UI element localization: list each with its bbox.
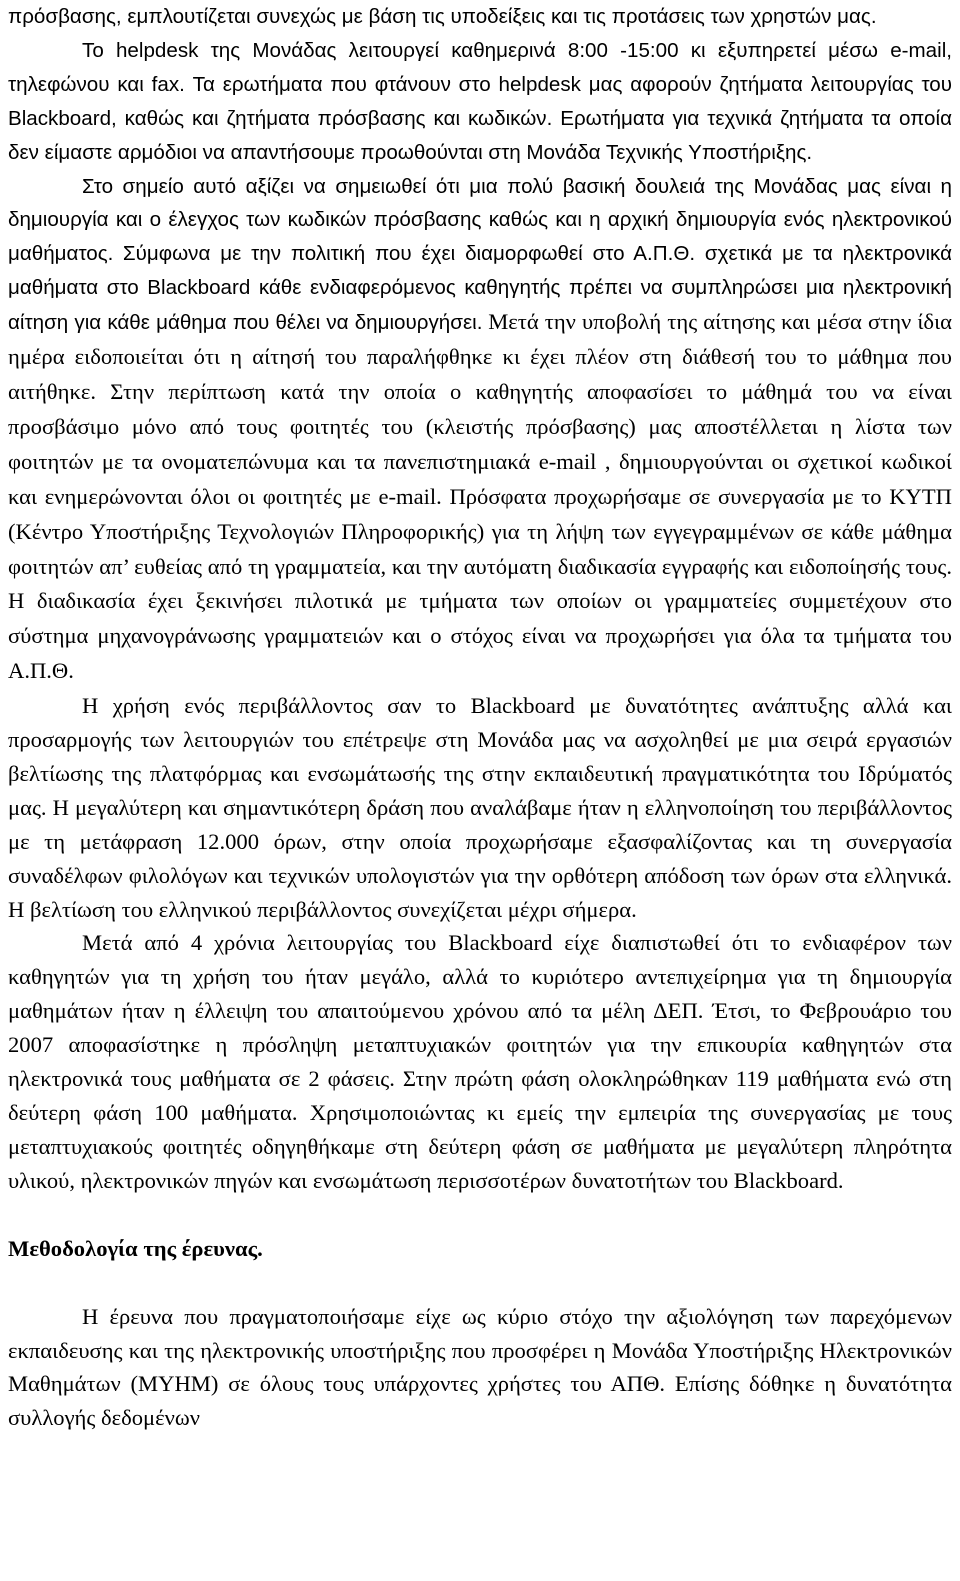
document-page <box>8 0 952 1435</box>
paragraph-accounts-part-3: Μετά την υποβολή της αίτησης και μέσα στην ίδια ημέρα ειδοποιείται ότι η αίτησή του παραλήφθηκε κι έχει πλέον στη διάθεσή του το μάθημα που αιτήθηκε. Στην περίπτωση κατά την οποία ο καθηγητής αποφασίσει το μάθημά του να είναι προσβάσιμο μόνο από τους φοιτητές του (κλειστής πρόσβασης) μας αποστέλλεται η λίστα των φοιτητών με τα ονοματεπώνυμα και τα πανεπιστημιακά e-mail , δημιουργούνται οι σχετικοί κωδικοί και ενημερώνονται όλοι οι φοιτητές με e-mail. Πρόσφατα προχωρήσαμε σε συνεργασία με το ΚΥΤΠ (Κέντρο Υποστήριξης Τεχνολογιών Πληροφορικής) για τη λήψη των εγγεγραμμένων σε κάθε μάθημα φοιτητών απ’ ευθείας από τη γραμματεία, και την αυτόματη διαδικασία εγγραφής και ειδοποίησής τους. Η διαδικασία έχει ξεκινήσει πιλοτικά με τμήματα των οποίων οι γραμματείες συμμετέχουν στο σύστημα μηχανογράνωσης γραμματειών και ο στόχος είναι να προχωρήσει για όλα τα τμήματα του Α.Π.Θ. <box>8 309 952 684</box>
section-spacer <box>8 1266 952 1300</box>
paragraph-accounts-part-1: Στο σημείο αυτό αξίζει να σημειωθεί ότι μια πολύ βασική δουλειά της Μονάδας μας είναι η δημιουργία και ο έλεγχος των κωδικών πρόσβασης καθώς και η αρχική δημιουργία ενός ηλεκτρονικού μαθήματος. <box>8 174 952 266</box>
paragraph-accounts-part-2: Σύμφωνα με την πολιτική που έχει διαμορφωθεί στο Α.Π.Θ. σχετικά με τα ηλεκτρονικά μαθήματα στο Blackboard κάθε ενδιαφερόμενος καθηγητής πρέπει να συμπληρώσει μια ηλεκτρονική αίτηση για κάθε μάθημα που θέλει να δημιουργήσει. <box>8 242 952 335</box>
paragraph-access-intro: πρόσβασης, εμπλουτίζεται συνεχώς με βάση τις υποδείξεις και τις προτάσεις των χρηστών μας. <box>8 5 877 28</box>
paragraph-helpdesk: Το helpdesk της Μονάδας λειτουργεί καθημερινά 8:00 -15:00 κι εξυπηρετεί μέσω e-mail, τηλεφώνου και fax. Τα ερωτήματα που φτάνουν στο helpdesk μας αφορούν ζητήματα λειτουργίας του Blackboard, καθώς και ζητήματα πρόσβασης και κωδικών. Ερωτήματα για τεχνικά ζητήματα τα οποία δεν είμαστε αρμόδιοι να απαντήσουμε προωθούνται στη Μονάδα Τεχνικής Υποστήριξης. <box>8 38 952 164</box>
paragraph-accounts <box>8 170 952 690</box>
paragraph-greek-localization: Η χρήση ενός περιβάλλοντος σαν το Blackboard με δυνατότητες ανάπτυξης αλλά και προσαρμογής των λειτουργιών του επέτρεψε στη Μονάδα μας να ασχοληθεί με μια σειρά εργασιών βελτίωσης της πλατφόρμας και ενσωμάτωσής της στην εκπαιδευτική πραγματικότητα του Ιδρύματός μας. Η μεγαλύτερη και σημαντικότερη δράση που αναλάβαμε ήταν η ελληνοποίηση του περιβάλλοντος με τη μετάφραση 12.000 όρων, στην οποία προχωρήσαμε εξασφαλίζοντας και τη συνεργασία συναδέλφων φιλολόγων και τεχνικών υπολογιστών για την ορθότερη απόδοση των όρων στα ελληνικά. Η βελτίωση του ελληνικού περιβάλλοντος συνεχίζεται μέχρι σήμερα. <box>8 693 952 922</box>
section-spacer <box>8 1198 952 1232</box>
paragraph-research-goal: Η έρευνα που πραγματοποιήσαμε είχε ως κύριο στόχο την αξιολόγηση των παρεχόμενων εκπαιδευσης και της ηλεκτρονικής υποστήριξης που προσφέρει η Μονάδα Υποστήριξης Ηλεκτρονικών Μαθημάτων (ΜΥΗΜ) σε όλους τους υπάρχοντες χρήστες του ΑΠΘ. Επίσης δόθηκε η δυνατότητα συλλογής δεδομένων <box>8 1303 952 1431</box>
section-heading-methodology: Μεθοδολογία της έρευνας. <box>8 1235 263 1261</box>
paragraph-graduate-assistants: Μετά από 4 χρόνια λειτουργίας του Blackboard είχε διαπιστωθεί ότι το ενδιαφέρον των καθηγητών για τη χρήση του ήταν μεγάλο, αλλά το κυριότερο αντεπιχείρημα για τη δημιουργία μαθημάτων ήταν η έλλειψη του απαιτούμενου χρόνου από τα μέλη ΔΕΠ. Έτσι, το Φεβρουάριο του 2007 αποφασίστηκε η πρόσληψη μεταπτυχιακών φοιτητών για την επικουρία καθηγητών στα ηλεκτρονικά τους μαθήματα σε 2 φάσεις. Στην πρώτη φάση ολοκληρώθηκαν 119 μαθήματα ενώ στη δεύτερη φάση 100 μαθήματα. Χρησιμοποιώντας κι εμείς την εμπειρία της συνεργασίας με τους μεταπτυχιακούς φοιτητές οδηγηθήκαμε στη δεύτερη φάση σε μαθήματα με μεγαλύτερη πληρότητα υλικού, ηλεκτρονικών πηγών και ενσωμάτωση περισσοτέρων δυνατοτήτων του Blackboard. <box>8 930 952 1193</box>
